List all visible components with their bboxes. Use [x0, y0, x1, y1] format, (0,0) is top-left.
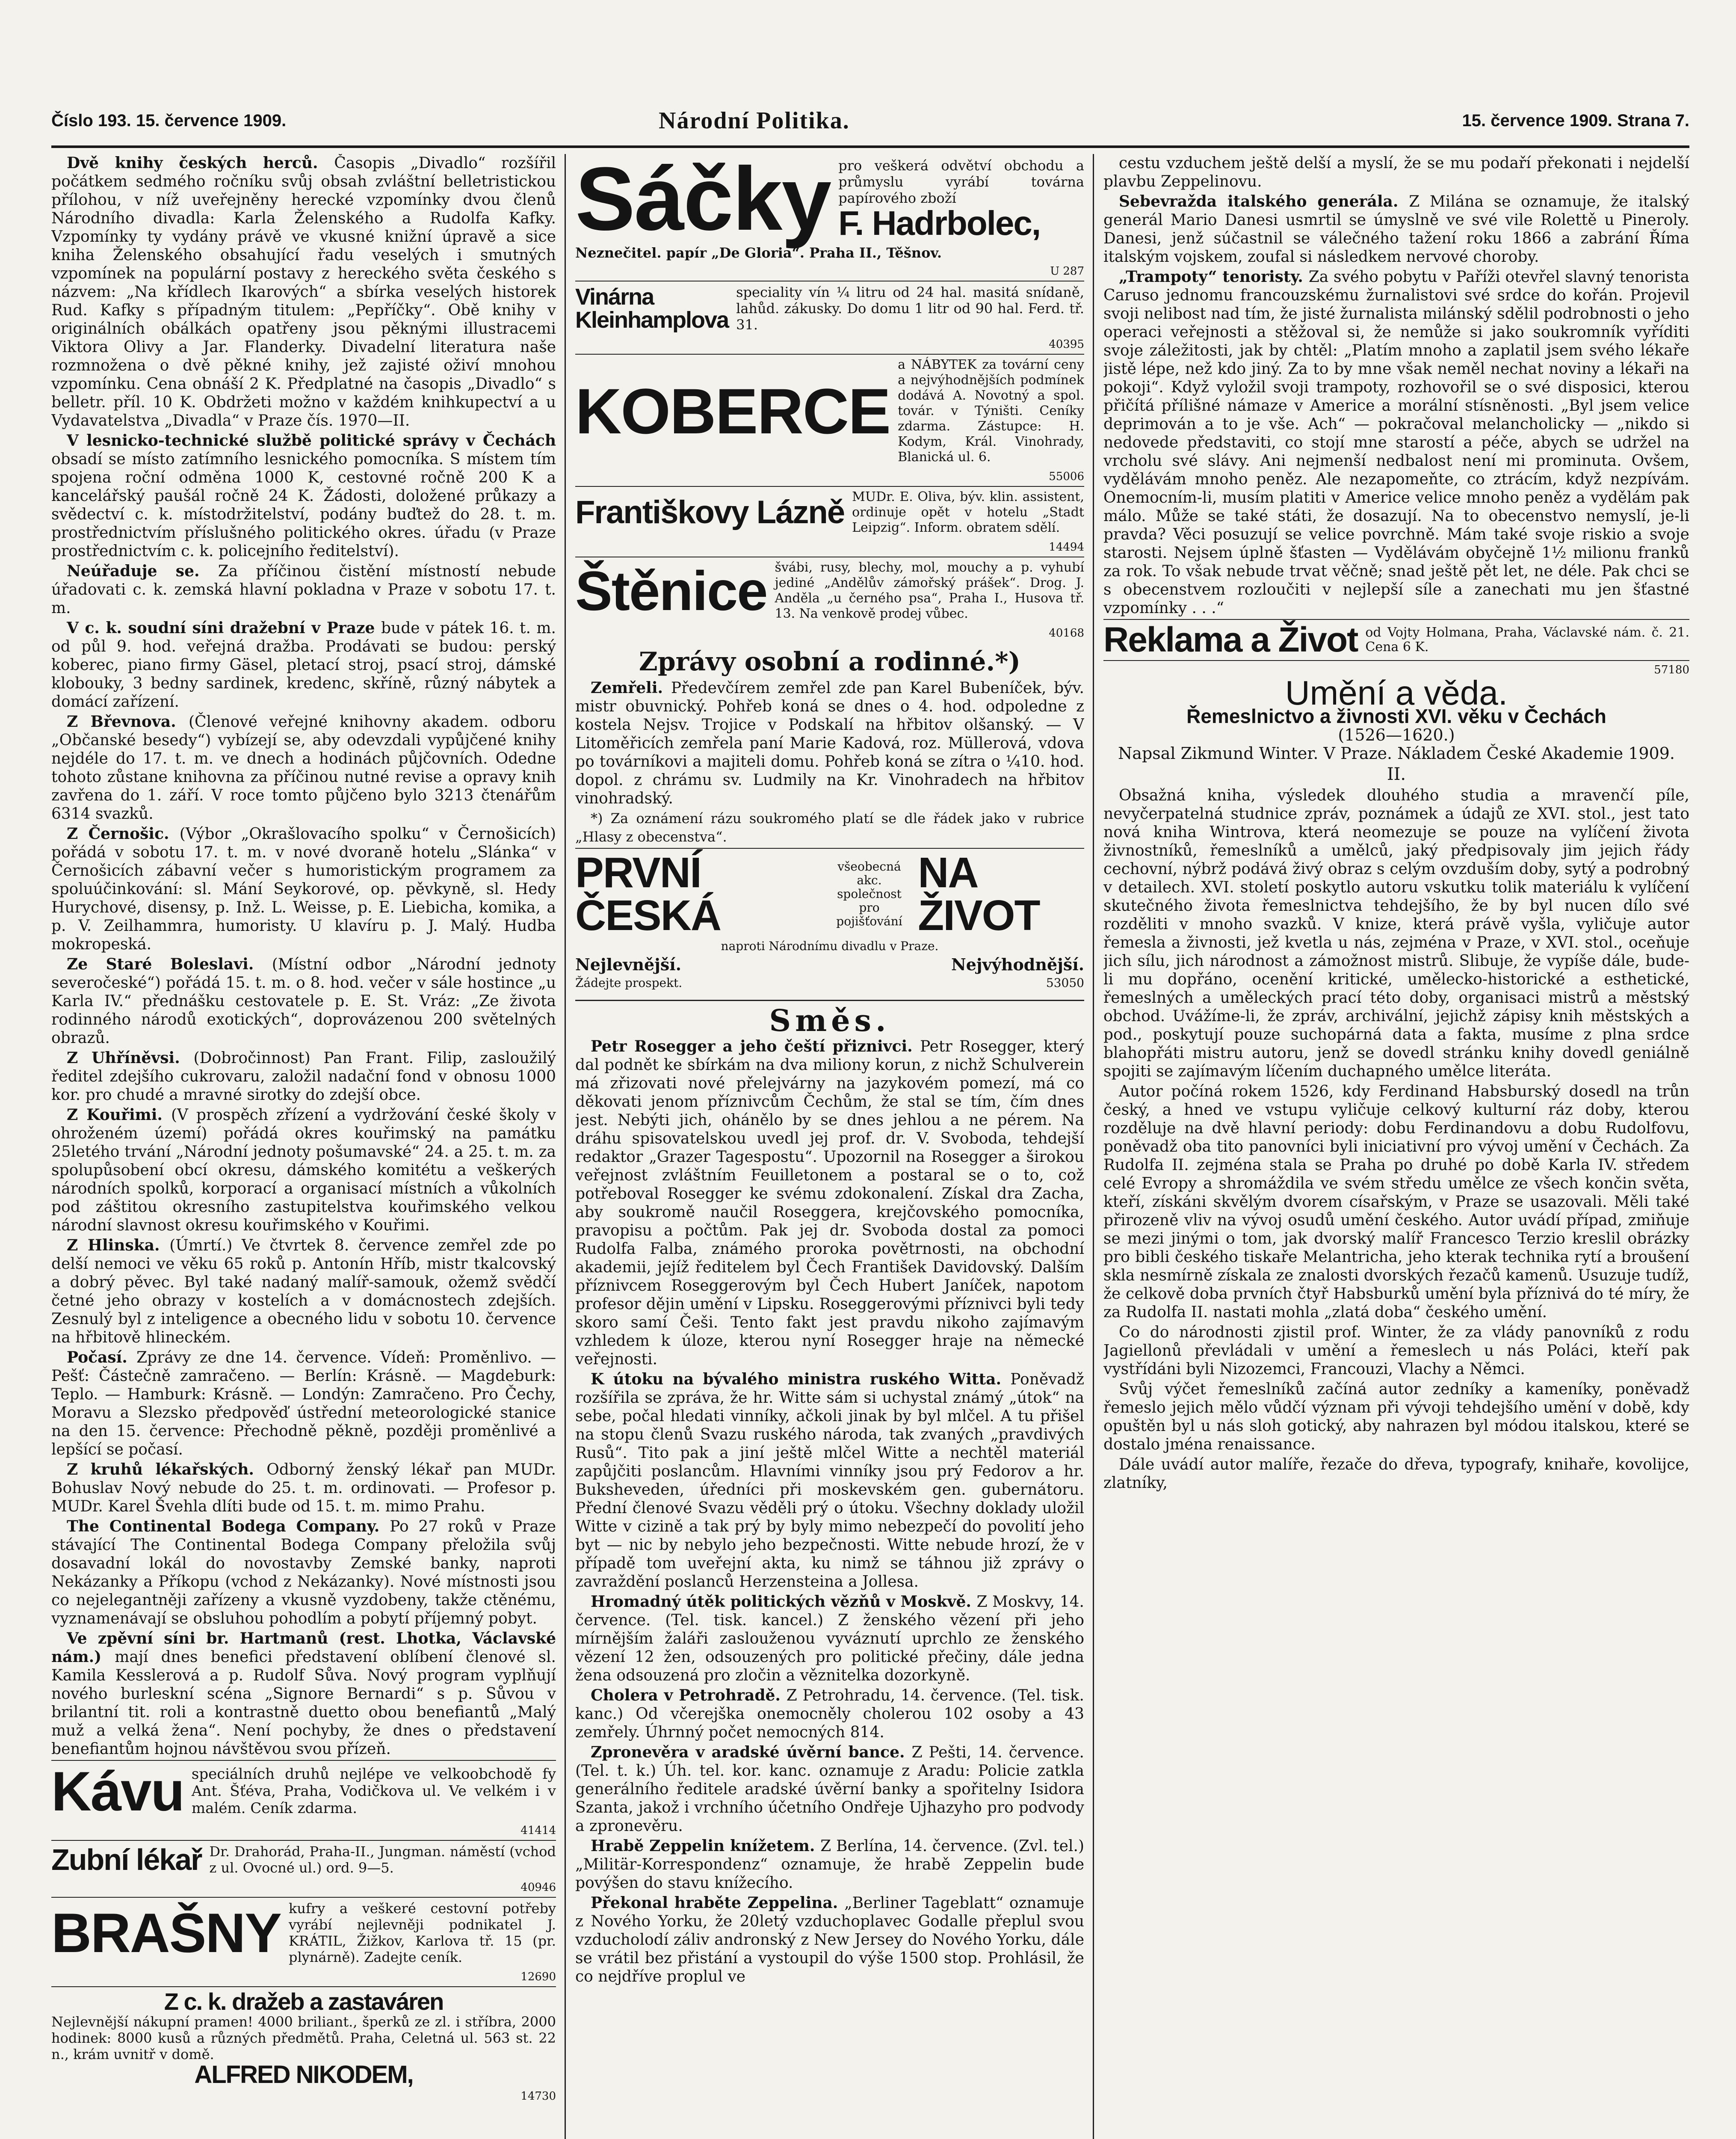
news-item-text: Po 27 roků v Praze stávající The Continental Bodega Company přeložila svůj dosavadní lokál do novostavby Zemské banky, naproti Nekázanky a Příkopu (vchod z Nekázanky). Nové místnosti jsou co nejelegantněji zařízeny a vkusně vyzdobeny, takže ctěnému, vyznamenávají se obsluhou pohodlím a pobytí příjemný pobyt.: [51, 1518, 556, 1627]
news-item-title: Z Břevnova.: [67, 713, 189, 731]
news-item-text: Z Pešti, 14. července. (Tel. t. k.) Úh. tel. kor. kanc. oznamuje z Aradu: Policie zatkla generálního ředitele aradské úvěrní banky a spořitelny Isidora Szanta, jakož i vrchního účetního Ondřeje Ujhazyho pro podvody a zpronevěru.: [575, 1744, 1084, 1835]
news-item: [51, 1106, 556, 1235]
article-body: [1103, 786, 1689, 1492]
page-number: 15. července 1909. Strana 7.: [1462, 111, 1689, 130]
ad-title: Sáčky: [575, 154, 831, 249]
ad-text: speciality vín ¼ litru od 24 hal. masitá snídaně, lahůd. zákusky. Do domu 1 litr od 90 hal. Ferd. tř. 31.: [736, 284, 1084, 333]
ad-subtext: naproti Národnímu divadlu v Praze.: [721, 939, 939, 953]
ad-number: 40946: [521, 1881, 556, 1894]
ad-title: KOBERCE: [575, 375, 890, 447]
ad-number: 40395: [1049, 338, 1084, 351]
family-news: [575, 679, 1084, 808]
divider: [575, 1000, 1084, 1001]
ad-title-right: NA ŽIVOT: [918, 849, 1040, 939]
ad-text: všeobecná akc. společnost pro pojišťování: [836, 859, 902, 928]
page-header: [51, 103, 1689, 137]
news-item-text: Odborný ženský lékař pan MUDr. Bohuslav Nový nebude do 25. t. m. ordinovati. — Profesor p. MUDr. Karel Švehla dlíti bude od 15. t. m. mimo Prahu.: [51, 1461, 556, 1515]
news-item-text: Zprávy ze dne 14. července. Vídeň: Proměnlivo. — Pešť: Částečně zamračeno. — Berlín: Krásně. — Magdeburk: Teplo. — Hamburk: Krásně. — Londýn: Zamračeno. Pro Čechy, Moravu a Slezsko předpověď ústřední meteorologické stanice na den 15. července: Přechodně pěkně, později proměnlivé a lepšící se počasí.: [51, 1349, 556, 1458]
ad-subtext: Žádejte prospekt.: [575, 976, 683, 990]
issue-info: Číslo 193. 15. července 1909.: [51, 111, 287, 130]
article-paragraph: Autor počíná rokem 1526, kdy Ferdinand Habsburský dosedl na trůn český, a hned ve vstupu vyličuje celkový kulturní ráz doby, kterou rozděluje na dvě hlavní periody: dobu Ferdinandovu a dobu Rudolfovu, poněvadž oba tito panovníci byli iniciativní pro vývoj umění v Čechách. Za Rudolfa II. zejména stala se Praha po druhé po době Karla IV. středem celé Evropy a shromáždila ve svém středu umělce ze všech končin světa, kteří, získáni skvělým dvorem císařským, v Praze se usazovali. Měli také přirozeně vliv na vývoj osudů umění českého. Autor uvádí případ, zmiňuje se mezi jinými o tom, jak dvorský malíř Francesco Terzio kreslil obrázky pro bibli českého tiskaře Melantricha, jeho kterak technika rytí a broušení skla nesmírně získala ze znalosti dvorských řezačů kamenů. Usuzuje tudíž, že celkově doba prvních čtyř Habsburků umění byla příznivá do té míry, že za Rudolfa II. nastati mohla „zlatá doba“ českého umění.: [1103, 1083, 1689, 1321]
news-item: [575, 679, 1084, 808]
news-item-title: Z Kouřimi.: [67, 1106, 171, 1124]
ad-text: a NÁBYTEK za tovární ceny a nejvýhodnějších podmínek dodává A. Novotný a spol. továr. v Týništi. Ceníky zdarma. Zástupce: H. Kodym, Král. Vinohrady, Blanická ul. 6.: [898, 357, 1084, 465]
ad-brasny: [51, 1897, 556, 1968]
header-rule: [51, 145, 1689, 148]
news-item-text: (Úmrtí.) Ve čtvrtek 8. července zemřel zde po delší nemoci ve věku 65 roků p. Antonín Hříb, mistr tkalcovský a dobrý pěvec. Byl také nadaný malíř-samouk, ožemž svědčí četné jeho obrazy v kostelích a v domácnostech zdejších. Zesnulý byl z inteligence a obecného lidu v sobotu 10. července na hřbitově hlineckém.: [51, 1237, 556, 1346]
news-item: [575, 1037, 1084, 1369]
news-item: [575, 1370, 1084, 1591]
footnote: *) Za oznámení rázu soukromého platí se dle řádek jako v rubrice „Hlasy z obecenstva“.: [575, 810, 1084, 845]
news-item: [51, 432, 556, 560]
column-divider: [1093, 154, 1094, 2139]
ad-title: PRVNÍ ČESKÁ: [575, 849, 721, 939]
column-2: [575, 154, 1084, 2139]
news-item-text: (V prospěch zřízení a vydržování české školy v ohroženém území) pořádá okres kouřimský na památku 25letého trvání „Národní jednoty pošumavské“ 24. a 25. t. m. za spolupůsobení obcí okresu, dámského komitétu a veškerých národních spolků, korporací a organisací místních a vůkolních pod záštitou okresního zastupitelstva kouřimského velkou národní slavnost okresu kouřimského v Kouřimi.: [51, 1106, 556, 1234]
news-item-text: (Dobročinnost) Pan Frant. Filip, zasloužilý ředitel zdejšího cukrovaru, založil nadační fond v obnosu 1000 kor. pro chudé a mravné sirotky do zdejší obce.: [51, 1049, 556, 1104]
ad-title: BRAŠNY: [51, 1902, 281, 1964]
news-item-title: Ze Staré Boleslavi.: [67, 955, 272, 973]
ad-firm: F. Hadrbolec,: [838, 204, 1041, 242]
news-item-title: Ve zpěvní síni br. Hartmanů (rest. Lhotka, Václavské nám.): [51, 1629, 556, 1666]
ad-frantiskovy-lazne: [575, 486, 1084, 538]
article-title: Řemeslnictvo a živnosti XVI. věku v Čechách: [1186, 705, 1606, 727]
news-item-text: „Berliner Tageblatt“ oznamuje z Nového Yorku, že 20letý vzduchoplavec Godalle přeplul svou vzducholodí záliv andronský z New Jersey do Nového Yorku, dále se vrátil bez přistání a vystoupil do výše 1500 stop. Prohlásil, že co nejdříve proplul ve: [575, 1894, 1084, 1985]
ad-prvni-ceska: [575, 848, 1084, 995]
news-item-title: Z Uhříněvsi.: [67, 1049, 194, 1067]
miscellaneous-news: [575, 1037, 1084, 1986]
news-item-text: Z Petrohradu, 14. července. (Tel. tisk. kanc.) Od včerejška onemocněly cholerou 102 osoby a 43 zemřely. Úhrnný počet nemocných 814.: [575, 1687, 1084, 1741]
ad-slogan: Nejlevnější.: [575, 955, 681, 974]
masthead: Národní Politika.: [659, 107, 850, 134]
section-title-smes: Směs.: [769, 1003, 890, 1038]
news-item-text: obsadí se místo zatímního lesnického pomocníka. S místem tím spojena roční odměna 1000 K, cestovné ročně 200 K a kancelářský paušál ročně 24 K. Žádosti, doložené průkazy a svědectví c. k. místodržitelství, podány buďtež do 28. t. m. prostřednictvím příslušného politického okres. úřadu (v Praze prostřednictvím c. k. policejního ředitelství).: [51, 450, 556, 560]
news-item-text: Z Milána se oznamuje, že italský generál Mario Danesi usmrtil se úmyslně ve své vile Rolettě u Pineroly. Danesi, jenž súčastnil se válečného tažení roku 1866 a zabrání Říma italským vojskem, zoufal si následkem nervové choroby.: [1103, 193, 1689, 266]
news-item-text: Za svého pobytu v Paříži otevřel slavný tenorista Caruso jednomu francouzskému žurnalistovi své srdce do kořán. Projevil svoji nelibost nad tím, že jisté žurnalista milánský sdělil podrobnosti o jeho operaci veřejnosti a stěžoval si, že nemůže si jako soukromník vyříditi svoje záležitosti, jak by chtěl: „Platím mnoho a zaplatil jsem svého lékaře jistě lépe, než kdo jiný. Za to by mne však neměl nechat noviny a lékaři na pokoji“. Když vyložil svoji trampoty, rozhovořil se o své disposici, kterou přičítá přílišné námaze v Americe a morální stísněnosti. „Byl jsem velice deprimován a to je vše. Ach“ — pokračoval melancholicky — „nikdo si nedovede představiti, co stojí mne starostí a péče, abych se udržel na vrcholu své slávy. Ani nejmenší nedbalost není mi prominuta. Ovšem, vydělávám mnoho peněz. Ale nezapomeňte, co ztrácím, když nezpívám. Onemocním-li, musím platiti v Americe velice mnoho peněz a vydělám pak málo. Může se také státi, že dosazují. Na to obecenstvo nemyslí, je-li pravda? Věci posuzují se velice povrchně. Mám také svoje riskio a svoje starosti. Nejsem úplně šťasten — Vydělávám obyčejně 1½ milionu franků za rok. To však nebude trvat věčně; snad ještě pět let, ne déle. Pak chci se s obecenstvem rozloučiti v nejlepší síle a zanechati mu jen šťastné vzpomínky . . .“: [1103, 268, 1689, 617]
news-item-title: „Trampoty“ tenoristy.: [1119, 268, 1309, 286]
ad-number: 12690: [521, 1970, 556, 1983]
news-item: [575, 1686, 1084, 1742]
news-item: [51, 1348, 556, 1459]
article-paragraph: Svůj výčet řemeslníků začíná autor zedníky a kameníky, poněvadž řemeslo jejich mělo vůdčí význam při vývoji tehdejšího umění v době, kdy opuštěn byl u nás sloh gotický, aby nahrazen byl módou italskou, které se dostalo jména renaissance.: [1103, 1381, 1689, 1453]
ad-text: speciálních druhů nejlépe ve velkoobchodě fy Ant. Šťéva, Praha, Vodičkova ul. Ve velkém i v malém. Ceník zdarma.: [191, 1766, 556, 1817]
news-item-text: Časopis „Divadlo“ rozšířil počátkem sedmého ročníku svůj obsah zvláštní belletristickou přílohou, v níž uveřejněny herecké vzpomínky dvou členů Národního divadla: Karla Želenského a Rudolfa Kafky. Vzpomínky ty vydány právě ve vkusné knižní úpravě a sice kniha Želenského obsahující řadu veselých i smutných vzpomínek na populární postavy z hereckého světa českého s názvem: „Na křídlech Ikarových“ a sbírka veselých historek Rud. Kafky s případným titulem: „Pepříčky“. Obě knihy v originálních obálkách opatřeny jsou pěknými illustracemi Viktora Olivy a Jar. Flanderky. Divadelní literatura naše rozmnožena o dvě pěkné knihy, jež zajisté oživí mnohou vzpomínku. Cena obnáší 2 K. Předplatné na časopis „Divadlo“ s belletr. příl. 10 K. Obdržeti možno v každém knihkupectví a u Vydavatelstva „Divadla“ v Praze čís. 1970—II.: [51, 154, 556, 430]
ad-slogan: Nejvýhodnější.: [951, 955, 1084, 974]
news-item-text: (Členové veřejné knihovny akadem. odboru „Občanské besedy“) vybízejí se, aby odevzdali vypůjčené knihy nejdéle do 17. t. m. ve dnech a hodinách půjčovních. Odedne tohoto zůstane knihovna za příčinou nutné revise a opravy knih zavřena do 1. září. V roce tomto půjčeno bylo 3213 čtenářům 6314 svazků.: [51, 713, 556, 823]
article-years: (1526—1620.): [1338, 726, 1455, 744]
news-item-title: Z Hlinska.: [67, 1236, 170, 1254]
ad-number: 40168: [1049, 627, 1084, 640]
news-item-title: Překonal hraběte Zeppelina.: [591, 1894, 844, 1912]
news-item: [51, 1461, 556, 1516]
ad-text: kufry a veškeré cestovní potřeby vyrábí nejlevněji podnikatel J. KRÁTIL, Žižkov, Karlova tř. 15 (pr. plynárně). Zadejte ceník.: [288, 1900, 556, 1965]
news-item-title: Neúřaduje se.: [67, 562, 218, 580]
ad-number: 55006: [1049, 470, 1084, 483]
news-item-title: Zemřeli.: [591, 679, 671, 697]
news-item: [51, 1517, 556, 1628]
news-item-title: Cholera v Petrohradě.: [591, 1686, 787, 1704]
news-item: [51, 562, 556, 617]
ad-zubni: [51, 1840, 556, 1878]
ad-title: Františkovy Lázně: [575, 494, 845, 530]
news-item-title: Z Černošic.: [67, 825, 180, 843]
article-paragraph: Dále uvádí autor malíře, řezače do dřeva, typografy, knihaře, kovolijce, zlatníky,: [1103, 1456, 1689, 1492]
ad-text: švábi, rusy, blechy, mol, mouchy a p. vyhubí jediné „Andělův zámořský prášek“. Drog. J. Anděla „u černého psa“, Praha I., Husova tř. 13. Na venkově prodej vůbec.: [775, 560, 1084, 621]
news-item: [1103, 268, 1689, 617]
news-item: [51, 1049, 556, 1104]
news-item-text: Z Moskvy, 14. července. (Tel. tisk. kancel.) Z ženského vězení při jeho mírnějším žaláři zaslouženou vyváznutí uprchlo ze ženského vězení 12 žen, odsouzených pro politické přečiny, dále jedna žena odsouzená pro zločin a věznitelka dozorkyně.: [575, 1593, 1084, 1684]
news-item-text: Poněvadž rozšířila se zpráva, že hr. Witte sám si uchystal známý „útok“ na sebe, počal hledati vinníky, ačkoli jinak by byl mlčel. A tu přišel na stopu členů Svazu ruského národa, tak zvaných „pravdivých Rusů“. Tito pak a jiní ještě mlčel Witte a nechtěl materiál zapůjčiti poslancům. Hlavními vinníky jsou prý Fedorov a hr. Buksheveden, úředníci při moskevském gen. gubernátoru. Přední členové Svazu věděli prý o útoku. Všechny doklady uložil Witte v cizině a tak prý by byly mimo nebezpečí do povolití jeho byt — nic by nebylo jeho bezpečnosti. Witte nebude hrozí, že v případě tom uveřejní akta, ku nimž se táhnou již zprávy o zavraždění poslanců Herzensteina a Jollesa.: [575, 1371, 1084, 1591]
news-item-title: Sebevražda italského generála.: [1119, 193, 1409, 210]
news-item-text: (Místní odbor „Národní jednoty severočeské“) pořádá 15. t. m. o 8. hod. večer v sále hostince „u Karla IV.“ přednášku cestovatele p. E. St. Vráz: „Ze života rodinného národů exotických“, doprovázenou 200 světelných obrazů.: [51, 956, 556, 1047]
ad-number: 14494: [1049, 541, 1084, 554]
news-item: [51, 1629, 556, 1758]
column-1: [51, 154, 556, 2139]
ad-title: Štěnice: [575, 560, 767, 622]
news-item-text: Petr Rosegger, který dal podnět ke sbírkám na dva miliony korun, z nichž Schulverein má zřizovati nové přelejvárny na jazykovém pomezí, má co děkovati jenom příznivcům Čechům, že stal se tím, čím dnes jest. Nebýti jich, ohánělo by se dnes jehlou a ne pérem. Na dráhu spisovatelskou uvedl jej prof. dr. V. Svoboda, tehdejší redaktor „Grazer Tagespostu“. Upozornil na Rosegger a širokou veřejnost zvláštním Feuilletonem a postaral se o to, což potřeboval Rosegger ke svému zdokonalení. Získal dra Zacha, aby soukromě naučil Roseggera, krejčovského pomocníka, pravopisu a počtům. Pak jej dr. Svoboda dostal za pomoci Rudolfa Falba, známého proroka povětrnosti, na obchodní akademii, jejíž ředitelem byl Čech František Davidovský. Dalším příznivcem Roseggerovým byl Čech Hubert Janíček, napotom profesor dějin umění v Lipsku. Roseggerovými příznivci byli tedy skoro samí Češi. Tento fakt jest pravdu nikoho zajímavým vzhledem k úloze, kterou nyní Rosegger hraje na německé veřejnosti.: [575, 1038, 1084, 1368]
column-3: [1103, 154, 1689, 2139]
ad-text: MUDr. E. Oliva, býv. klin. assistent, ordinuje opět v hotelu „Stadt Leipzig“. Inform. obratem sdělí.: [852, 489, 1084, 535]
news-item-text: (Výbor „Okrašlovacího spolku“ v Černošicích) pořádá v sobotu 17. t. m. v nové dvoraně hotelu „Slánka“ v Černošicích zábavní večer s humoristickým programem za spoluúčinkování: sl. Mání Seykorové, op. pěvkyně, sl. Hedy Hurychové, disensy, p. Inž. L. Weisse, p. E. Liebicha, komika, a p. V. Zeilhammra, humoristy. U klavíru p. J. Malý. Hudba mokropeská.: [51, 825, 556, 953]
news-item-text: Za příčinou čistění místností nebude úřadovati c. k. zemská hlavní pokladna v Praze v sobotu 17. t. m.: [51, 563, 556, 617]
ad-number: 57180: [1654, 664, 1689, 676]
ad-title: Vinárna Kleinhamplova: [575, 284, 729, 333]
news-item-text: Předevčírem zemřel zde pan Karel Bubeníček, býv. mistr obuvnický. Pohřeb koná se dnes o 4. hod. odpoledne z kostela Nejsv. Trojice v Podskalí na hřbitov olšanský. — V Litoměřicích zemřela paní Marie Kadová, roz. Müllerová, vdova po továrníkovi a majiteli domu. Pohřeb koná se zítra o ¼10. hod. dopol. z chrámu sv. Ludmily na Kr. Vinohradech na hřbitov vinohradský.: [575, 679, 1084, 807]
ad-number: 41414: [521, 1824, 556, 1837]
news-item-title: Dvě knihy českých herců.: [67, 154, 334, 172]
news-item-text: cestu vzduchem ještě delší a myslí, že se mu podaří překonati i nejdelší plavbu Zeppelinovu.: [1103, 154, 1689, 190]
ad-sacky: [575, 154, 1084, 249]
ad-title: Z c. k. dražeb a zastaváren: [164, 1988, 444, 2015]
ad-text: Nejlevnější nákupní pramen! 4000 briliant., šperků ze zl. i stříbra, 2000 hodinek: 8000 kusů a různých předmětů. Praha, Celetná ul. 563 st. 22 n., krám uvnitř v domě.: [51, 2014, 556, 2062]
news-item: [1103, 154, 1689, 191]
news-item: [51, 619, 556, 711]
news-item-title: The Continental Bodega Company.: [67, 1517, 390, 1535]
section-title-zpravy: Zprávy osobní a rodinné.*): [639, 647, 1021, 677]
article-paragraph: Obsažná kniha, výsledek dlouhého studia a mravenčí píle, nevyčerpatelná studnice zpráv, poznámek a údajů ze XVI. stol., jest tato nová kniha Wintrova, která neomezuje se pouze na vylíčení života živnostníků, řemeslníků a umělců, jaký předpisovaly jim jejich řády cechovní, nýbrž podává živý obraz s celým ovzduším doby, sytý a podrobný v detailech. XVI. století poskytlo autoru vskutku tolik materiálu k vylíčení skutečného života řemeslnictva tehdejšího, že by byl nucen dílo své rozděliti v mnoho svazků. V knize, která právě vyšla, vyličuje autor řemesla a živnosti, jež kvetla u nás, zejména v Praze, v XVI. stol., oceňuje jich sílu, jich národnost a zámožnost mistrů. Slibuje, že vypíše dále, bude-li mu dopřáno, ocenění kritické, umělecko-historické a esthetické, řemeslných a uměleckých prací této doby, organisaci mistrů a městský obchod. Uvážíme-li, že zpráv, archivální, jejichž zápisy knih městských a pod., poskytují pouze suchopárná data a fakta, musíme z plna srdce blahopřáti mistru autoru, jenž se dovedl stránku knihy dovedl geniálně spojiti se zajímavým líčením duchapného umělce literáta.: [1103, 787, 1689, 1080]
ad-title: Reklama a Život: [1103, 620, 1358, 659]
news-item: [575, 1593, 1084, 1685]
news-item: [51, 1236, 556, 1347]
news-item: [51, 154, 556, 430]
ad-number: 53050: [1046, 976, 1084, 990]
ad-kavu: [51, 1760, 556, 1822]
ad-text: od Vojty Holmana, Praha, Václavské nám. č. 21. Cena 6 K.: [1365, 625, 1689, 655]
news-item-title: K útoku na bývalého ministra ruského Witta.: [591, 1370, 1011, 1388]
news-item-text: bude v pátek 16. t. m. od půl 9. hod. veřejná dražba. Prodávati se budou: perský koberec, piano firmy Gäsel, pletací stroj, psací stroj, dámské klobouky, 3 bedny sardinek, kredenc, skříně, různý nábytek a domácí zařízení.: [51, 619, 556, 711]
ad-title: Kávu: [51, 1760, 184, 1822]
news-item-title: Hrabě Zeppelin knížetem.: [591, 1837, 821, 1855]
news-item: [51, 955, 556, 1047]
news-item: [575, 1743, 1084, 1835]
ad-number: 14730: [521, 2090, 556, 2103]
news-item: [575, 1894, 1084, 1986]
news-item-title: Z kruhů lékařských.: [67, 1461, 267, 1478]
news-item: [51, 713, 556, 823]
article-paragraph: Co do národnosti zjistil prof. Winter, že za vlády panovníků z rodu Jagiellonů převládali v umění a řemeslech u nás Poláci, kteří pak vystřídáni byli Nizozemci, Francouzi, Vlachy a Němci.: [1103, 1324, 1689, 1378]
ad-title: Zubní lékař: [51, 1843, 202, 1876]
news-item-title: Hromadný útěk politických vězňů v Moskvě.: [591, 1593, 977, 1611]
ad-zastavarna: [51, 1986, 556, 2103]
continued-news: [1103, 154, 1689, 617]
ad-text: Dr. Drahorád, Praha-II., Jungman. náměstí (vchod z ul. Ovocné ul.) ord. 9—5.: [209, 1843, 556, 1876]
ad-reklama-a-zivot: [1103, 619, 1689, 661]
ad-stenice: [575, 557, 1084, 624]
news-item: [1103, 193, 1689, 266]
article-author: Napsal Zikmund Winter. V Praze. Nákladem České Akademie 1909.: [1118, 744, 1675, 763]
news-item-title: Počasí.: [67, 1348, 137, 1366]
ad-number: U 287: [1050, 265, 1084, 278]
newspaper-page: [51, 103, 1689, 2139]
news-item-title: Petr Rosegger a jeho čeští přiznivci.: [591, 1037, 920, 1055]
news-item-text: mají dnes benefici představení oblíbení členové sl. Kamila Kesslerová a p. Rudolf Sůva. Nový program vyplňují nového burleskní scéna „Signore Bernardi“ s p. Sůvou v brilantní tit. roli a kontrastně duetto obou benefiantů „Malý muž a velká žena“. Není pochyby, že dnes o představení benefiantům hojnou návštěvou svou přízeň.: [51, 1648, 556, 1758]
news-item-title: Zpronevěra v aradské úvěrní bance.: [591, 1743, 912, 1761]
news-item-text: Z Berlína, 14. července. (Zvl. tel.) „Militär-Korrespondenz“ oznamuje, že hrabě Zeppelin bude povýšen do stavu knížecího.: [575, 1837, 1084, 1892]
news-item-title: V c. k. soudní síni dražební v Praze: [67, 619, 381, 637]
news-item: [51, 825, 556, 954]
ad-koberce: [575, 354, 1084, 468]
article-part: II.: [1387, 764, 1406, 784]
ad-text: pro veškerá odvětví obchodu a průmyslu vyrábí továrna papírového zboží: [838, 157, 1084, 206]
section-title-umeni: Umění a věda.: [1285, 674, 1508, 712]
news-item: [575, 1837, 1084, 1892]
column-divider: [565, 154, 566, 2139]
ad-firm: ALFRED NIKODEM,: [194, 2061, 413, 2089]
news-items: [51, 154, 556, 1758]
ad-subtext: Neznečitel. papír „De Gloria“. Praha II., Těšnov.: [575, 245, 942, 261]
ad-vinarna: [575, 281, 1084, 335]
news-item-title: V lesnicko-technické službě politické správy v Čechách: [67, 432, 556, 450]
